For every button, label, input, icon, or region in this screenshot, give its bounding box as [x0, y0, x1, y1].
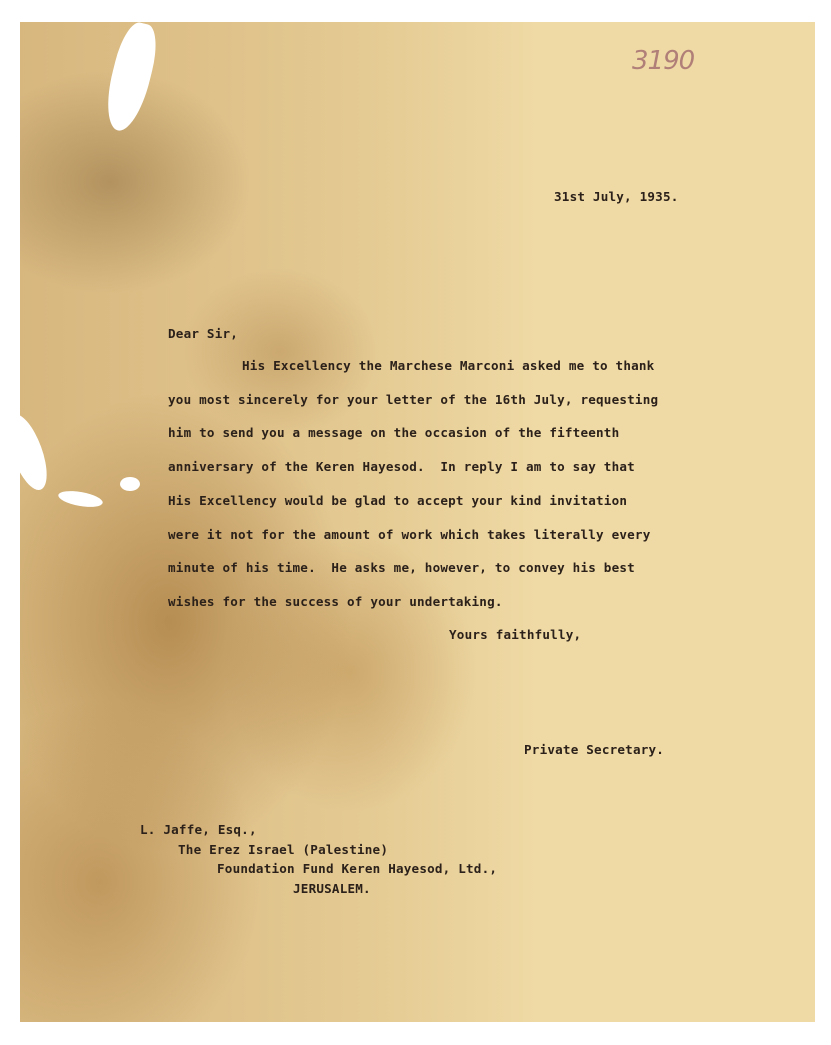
closing: Yours faithfully,	[449, 627, 582, 642]
torn-edge	[20, 409, 55, 494]
torn-hole	[99, 22, 162, 135]
address-line: JERUSALEM.	[293, 881, 371, 896]
body-line: His Excellency the Marchese Marconi asked me to thank	[242, 358, 655, 373]
body-line: him to send you a message on the occasion of the fifteenth	[168, 425, 620, 440]
body-line: minute of his time. He asks me, however, to convey his best	[168, 560, 635, 575]
address-line: L. Jaffe, Esq.,	[140, 822, 257, 837]
address-line: The Erez Israel (Palestine)	[178, 842, 389, 857]
salutation: Dear Sir,	[168, 326, 239, 341]
body-line: His Excellency would be glad to accept your kind invitation	[168, 493, 628, 508]
signature-title: Private Secretary.	[524, 742, 665, 757]
body-line: wishes for the success of your undertaking.	[168, 594, 503, 609]
letter-date: 31st July, 1935.	[554, 189, 679, 204]
address-line: Foundation Fund Keren Hayesod, Ltd.,	[217, 861, 498, 876]
torn-hole-small	[57, 488, 104, 510]
body-line: were it not for the amount of work which takes literally every	[168, 527, 651, 542]
body-line: anniversary of the Keren Hayesod. In reply I am to say that	[168, 459, 635, 474]
archive-number: 3190	[632, 46, 695, 76]
torn-hole-small	[120, 477, 140, 491]
body-line: you most sincerely for your letter of the 16th July, requesting	[168, 392, 659, 407]
